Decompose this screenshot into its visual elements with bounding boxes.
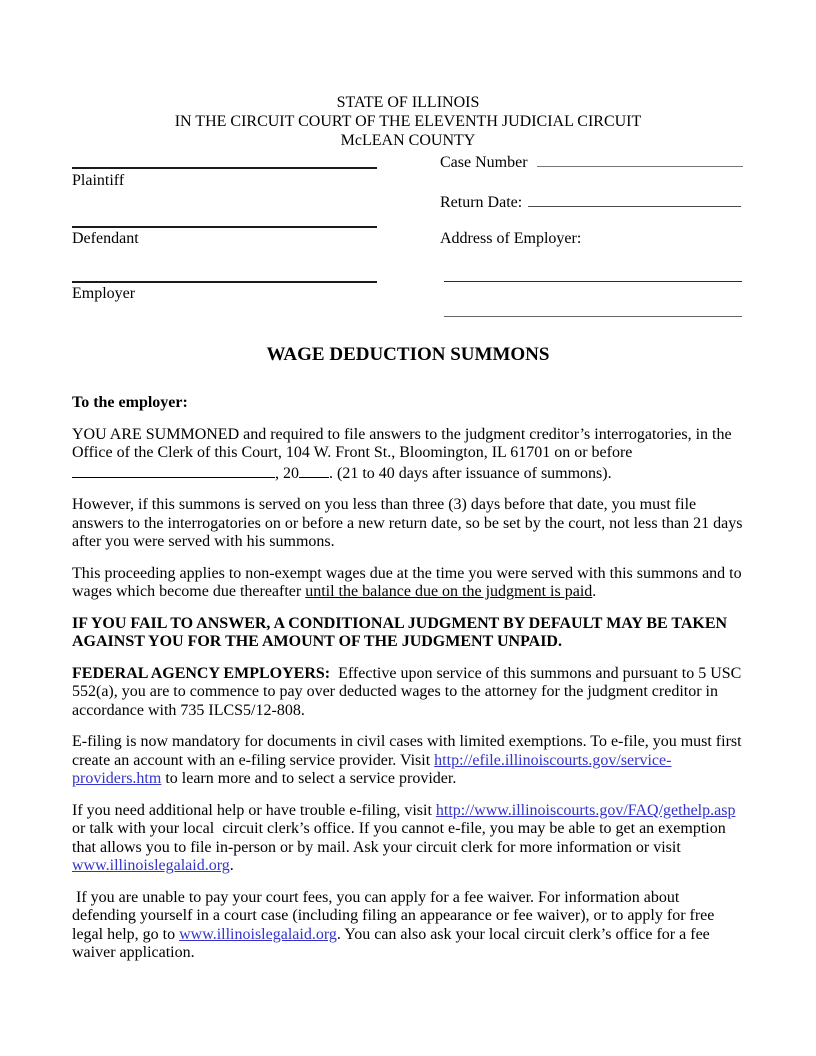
answer-year-field[interactable] xyxy=(299,463,329,478)
defendant-label: Defendant xyxy=(72,230,139,248)
return-date-label: Return Date: xyxy=(440,194,523,212)
text-segment: to learn more and to select a service provider. xyxy=(161,770,457,788)
court-header-county: McLEAN COUNTY xyxy=(340,131,476,149)
document-body xyxy=(72,394,747,963)
text-segment: until the balance due on the judgment is paid xyxy=(305,583,593,601)
text-segment: If you need additional help or have trouble e-filing, visit xyxy=(72,801,436,819)
hyperlink[interactable]: http://www.illinoiscourts.gov/FAQ/gethelp.asp xyxy=(435,801,736,819)
employer-label: Employer xyxy=(72,285,136,303)
text-segment: . You can also ask your local circuit clerk’s office for a fee waiver application. xyxy=(72,925,714,962)
case-number-field[interactable] xyxy=(537,153,743,167)
paragraph-late-service xyxy=(72,496,747,552)
text-segment: This proceeding applies to non-exempt wages due at the time you were served with this summons and to wages which become due thereafter xyxy=(72,564,746,601)
caption-block xyxy=(72,151,744,336)
paragraph-non-exempt-wages xyxy=(72,565,744,602)
paragraphs-container xyxy=(72,425,747,963)
text-segment: However, if this summons is served on you less than three (3) days before that date, you must file answers to the interrogatories on or before a new return date, so be set by the court, not less than 21 days after you were served with his summons. xyxy=(72,496,747,551)
text-segment: , 20 xyxy=(275,464,299,482)
text-segment: YOU ARE SUMMONED and required to file answers to the judgment creditor’s interrogatories, in the Office of the Clerk of this Court, 104 W. Front St., Bloomington, IL 61701 on or before xyxy=(72,425,736,462)
court-header-circuit: IN THE CIRCUIT COURT OF THE ELEVENTH JUDICIAL CIRCUIT xyxy=(174,112,642,130)
return-date-row xyxy=(440,193,741,213)
page-title: WAGE DEDUCTION SUMMONS xyxy=(266,344,550,366)
plaintiff-name-field[interactable] xyxy=(72,167,377,169)
text-segment: or talk with your local circuit clerk’s office. If you cannot e-file, you may be able to get an exemption that allows you to file in-person or by mail. Ask your circuit clerk for more information or visit xyxy=(72,801,740,856)
employer-address-line2-field[interactable] xyxy=(444,316,742,317)
case-number-label: Case Number xyxy=(440,154,528,172)
paragraph-fee-waiver xyxy=(72,889,744,963)
case-number-row xyxy=(440,153,743,173)
hyperlink[interactable]: www.illinoislegalaid.org xyxy=(179,925,337,943)
text-segment: Effective upon service of this summons and pursuant to 5 USC 552(a), you are to commence to pay over deducted wages to the attorney for the judgment creditor in accordance with 735 ILCS5/12-808. xyxy=(72,664,746,719)
return-date-field[interactable] xyxy=(528,193,741,207)
text-segment: If you are unable to pay your court fees, you can apply for a fee waiver. For information about defending yourself in a court case (including filing an appearance or fee waiver), or to apply for free legal help, go to xyxy=(72,888,719,943)
defendant-name-field[interactable] xyxy=(72,226,377,228)
court-header-state: STATE OF ILLINOIS xyxy=(336,94,480,111)
text-segment: . xyxy=(229,857,234,875)
answer-date-field[interactable] xyxy=(72,463,275,478)
paragraph-you-are-summoned xyxy=(72,426,744,484)
to-employer-heading: To the employer: xyxy=(72,394,188,412)
paragraph-efiling-help xyxy=(72,802,744,876)
hyperlink[interactable]: http://efile.illinoiscourts.gov/service-providers.htm xyxy=(72,751,672,788)
text-segment: . xyxy=(592,583,597,601)
court-header xyxy=(72,94,744,150)
employer-name-field[interactable] xyxy=(72,281,377,283)
address-of-employer-label: Address of Employer: xyxy=(440,230,582,248)
paragraph-federal-agency-employers xyxy=(72,665,744,721)
text-segment: . (21 to 40 days after issuance of summons). xyxy=(329,464,612,482)
paragraph-fail-to-answer-warning xyxy=(72,615,744,652)
text-segment: FEDERAL AGENCY EMPLOYERS: xyxy=(72,664,331,682)
employer-address-line1-field[interactable] xyxy=(444,281,742,282)
text-segment: IF YOU FAIL TO ANSWER, A CONDITIONAL JUDGMENT BY DEFAULT MAY BE TAKEN AGAINST YOU FOR THE AMOUNT OF THE JUDGMENT UNPAID. xyxy=(72,614,731,651)
plaintiff-label: Plaintiff xyxy=(72,172,125,190)
paragraph-efiling-mandatory xyxy=(72,733,744,789)
hyperlink[interactable]: www.illinoislegalaid.org xyxy=(72,857,230,875)
text-segment: E-filing is now mandatory for documents in civil cases with limited exemptions. To e-file, you must first create an account with an e-filing service provider. Visit xyxy=(72,733,746,769)
